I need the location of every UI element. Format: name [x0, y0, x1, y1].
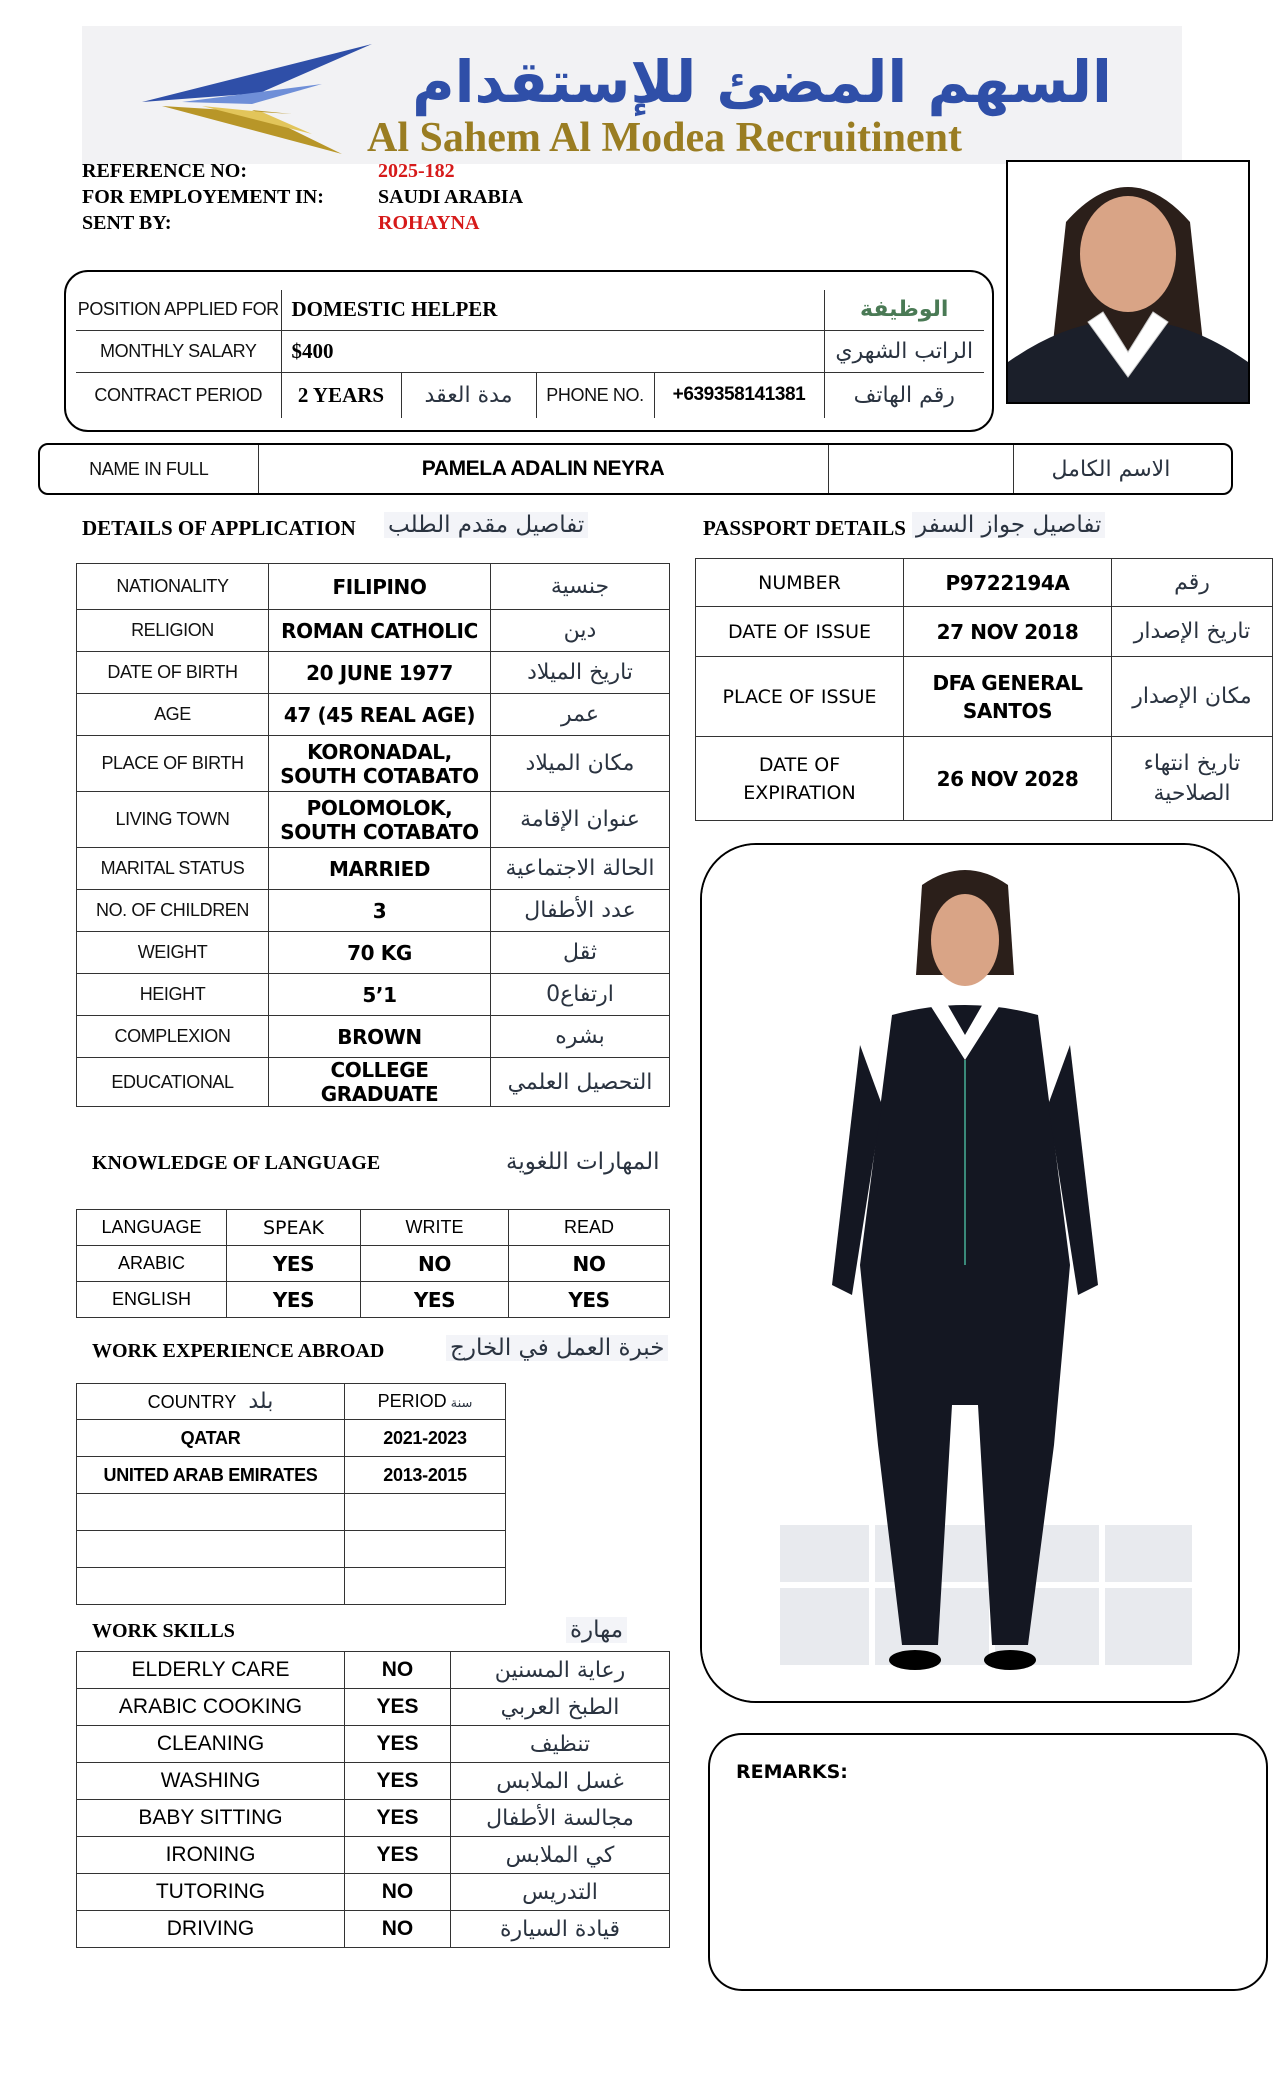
name-table [40, 445, 1233, 493]
passport-row [696, 657, 1273, 737]
salary-arabic-label: الراتب الشهري [824, 330, 984, 372]
application-row [77, 792, 670, 848]
application-row-label: HEIGHT [77, 974, 269, 1016]
application-row-arabic-label: عنوان الإقامة [491, 792, 670, 848]
experience-period-header-arabic: سنة [450, 1396, 473, 1411]
application-row-arabic-label: عدد الأطفال [491, 890, 670, 932]
application-row-label: RELIGION [77, 610, 269, 652]
skill-name: WASHING [77, 1763, 345, 1800]
skill-value: YES [345, 1800, 451, 1837]
position-arabic-label: الوظيفة [824, 290, 984, 330]
application-row-label: COMPLEXION [77, 1016, 269, 1058]
application-row [77, 890, 670, 932]
experience-table [76, 1383, 506, 1605]
experience-period-header-text: PERIOD [377, 1391, 447, 1411]
passport-row-arabic-label: مكان الإصدار [1112, 657, 1273, 737]
experience-period-value [345, 1494, 506, 1531]
skill-name: ELDERLY CARE [77, 1652, 345, 1689]
name-empty-cell [828, 445, 1013, 493]
skill-row [77, 1726, 670, 1763]
application-row-value: 5’1 [269, 974, 491, 1016]
skill-name: DRIVING [77, 1911, 345, 1948]
position-box [64, 270, 994, 432]
skill-row [77, 1874, 670, 1911]
portrait-figure-icon [1008, 162, 1248, 402]
position-label: POSITION APPLIED FOR [76, 290, 281, 330]
language-table [76, 1209, 670, 1318]
passport-row [696, 607, 1273, 657]
experience-row [77, 1568, 506, 1605]
remarks-label: REMARKS: [736, 1761, 848, 1783]
applicant-portrait-photo [1006, 160, 1250, 404]
skill-row [77, 1652, 670, 1689]
application-row [77, 694, 670, 736]
skill-arabic-label: مجالسة الأطفال [451, 1800, 670, 1837]
application-row [77, 974, 670, 1016]
skill-value: NO [345, 1874, 451, 1911]
experience-row [77, 1494, 506, 1531]
experience-section-title: WORK EXPERIENCE ABROAD [92, 1340, 385, 1362]
experience-period-value [345, 1531, 506, 1568]
skill-name: CLEANING [77, 1726, 345, 1763]
experience-header-row [77, 1384, 506, 1420]
name-label: NAME IN FULL [40, 445, 258, 493]
passport-row-label: DATE OF ISSUE [696, 607, 904, 657]
application-row-label: PLACE OF BIRTH [77, 736, 269, 792]
passport-row-value: DFA GENERAL SANTOS [904, 657, 1112, 737]
experience-country-value [77, 1568, 345, 1605]
experience-country-value: UNITED ARAB EMIRATES [77, 1457, 345, 1494]
passport-row-value: 27 NOV 2018 [904, 607, 1112, 657]
language-column-header: SPEAK [227, 1210, 361, 1246]
skill-row [77, 1689, 670, 1726]
employment-label: FOR EMPLOYEMENT IN: [82, 186, 324, 208]
experience-country-value [77, 1531, 345, 1568]
passport-row-value: 26 NOV 2028 [904, 737, 1112, 821]
application-row-label: MARITAL STATUS [77, 848, 269, 890]
experience-country-value [77, 1494, 345, 1531]
position-value: DOMESTIC HELPER [281, 290, 824, 330]
application-section-title: DETAILS OF APPLICATION [82, 516, 356, 540]
passport-row-value: P9722194A [904, 559, 1112, 607]
salary-label: MONTHLY SALARY [76, 330, 281, 372]
application-row-arabic-label: التحصيل العلمي [491, 1058, 670, 1107]
application-row-arabic-label: جنسية [491, 564, 670, 610]
application-row-label: LIVING TOWN [77, 792, 269, 848]
application-row [77, 564, 670, 610]
application-row-arabic-label: ارتفاع0 [491, 974, 670, 1016]
language-column-header: WRITE [361, 1210, 509, 1246]
name-arabic-label: الاسم الكامل [1051, 456, 1171, 482]
passport-section-title: PASSPORT DETAILS [703, 516, 906, 540]
skill-value: YES [345, 1726, 451, 1763]
experience-period-header [345, 1384, 506, 1420]
skill-arabic-label: كي الملابس [451, 1837, 670, 1874]
experience-country-header [77, 1384, 345, 1420]
application-row-arabic-label: تاريخ الميلاد [491, 652, 670, 694]
application-row-arabic-label: ثقل [491, 932, 670, 974]
contract-label: CONTRACT PERIOD [76, 372, 281, 418]
language-column-header: READ [509, 1210, 670, 1246]
remarks-box [708, 1733, 1268, 1991]
position-table [76, 290, 984, 418]
application-row-label: WEIGHT [77, 932, 269, 974]
skill-arabic-label: الطبخ العربي [451, 1689, 670, 1726]
logo-english-title: Al Sahem Al Modea Recruitinent [367, 115, 962, 161]
skill-value: NO [345, 1911, 451, 1948]
language-row-name: ENGLISH [77, 1282, 227, 1318]
application-row-value: FILIPINO [269, 564, 491, 610]
application-row-arabic-label: الحالة الاجتماعية [491, 848, 670, 890]
phone-arabic-label: رقم الهاتف [824, 372, 984, 418]
passport-row-arabic-label: تاريخ انتهاء الصلاحية [1112, 737, 1273, 821]
application-row-value: KORONADAL, SOUTH COTABATO [269, 736, 491, 792]
application-section-arabic-title: تفاصيل مقدم الطلب [384, 512, 588, 538]
application-row-label: NO. OF CHILDREN [77, 890, 269, 932]
application-row-value: BROWN [269, 1016, 491, 1058]
passport-row-arabic-label: تاريخ الإصدار [1112, 607, 1273, 657]
language-section-arabic-title: المهارات اللغوية [506, 1149, 660, 1175]
contract-arabic-label: مدة العقد [401, 372, 536, 418]
skill-value: YES [345, 1763, 451, 1800]
application-row-label: AGE [77, 694, 269, 736]
passport-row-label: PLACE OF ISSUE [696, 657, 904, 737]
language-row-name: ARABIC [77, 1246, 227, 1282]
skills-section-title: WORK SKILLS [92, 1620, 235, 1642]
arrow-logo-icon [142, 44, 382, 154]
skill-value: YES [345, 1837, 451, 1874]
skill-arabic-label: غسل الملابس [451, 1763, 670, 1800]
logo-arabic-title: السهم المضئ للإستقدام [412, 48, 1112, 116]
application-row-arabic-label: عمر [491, 694, 670, 736]
reference-label: REFERENCE NO: [82, 160, 248, 182]
skill-row [77, 1763, 670, 1800]
application-row [77, 1058, 670, 1107]
skill-row [77, 1800, 670, 1837]
name-box [38, 443, 1233, 495]
skill-arabic-label: تنظيف [451, 1726, 670, 1763]
skill-name: TUTORING [77, 1874, 345, 1911]
full-body-figure-icon [702, 845, 1238, 1701]
language-write-value: YES [361, 1282, 509, 1318]
skills-section-arabic-title: مهارة [566, 1617, 627, 1643]
experience-country-header-text: COUNTRY [147, 1392, 237, 1412]
reference-value: 2025-182 [378, 160, 455, 182]
application-row-arabic-label: دين [491, 610, 670, 652]
skill-name: ARABIC COOKING [77, 1689, 345, 1726]
language-speak-value: YES [227, 1282, 361, 1318]
language-column-header: LANGUAGE [77, 1210, 227, 1246]
experience-country-header-arabic: بلد [248, 1389, 274, 1414]
application-row-value: COLLEGE GRADUATE [269, 1058, 491, 1107]
language-read-value: NO [509, 1246, 670, 1282]
passport-row-label: NUMBER [696, 559, 904, 607]
application-row-label: DATE OF BIRTH [77, 652, 269, 694]
skill-value: NO [345, 1652, 451, 1689]
language-row [77, 1282, 670, 1318]
experience-country-value: QATAR [77, 1420, 345, 1457]
application-table [76, 563, 670, 1107]
phone-value: +639358141381 [654, 372, 824, 418]
application-row [77, 652, 670, 694]
application-row [77, 1016, 670, 1058]
phone-label: PHONE NO. [536, 372, 654, 418]
application-row [77, 848, 670, 890]
passport-row [696, 559, 1273, 607]
application-row-value: ROMAN CATHOLIC [269, 610, 491, 652]
application-row-value: 47 (45 REAL AGE) [269, 694, 491, 736]
application-row [77, 610, 670, 652]
skill-row [77, 1837, 670, 1874]
application-row-value: MARRIED [269, 848, 491, 890]
sent-by-value: ROHAYNA [378, 212, 480, 234]
language-row [77, 1246, 670, 1282]
passport-table [695, 558, 1273, 821]
application-row-label: EDUCATIONAL [77, 1058, 269, 1107]
language-read-value: YES [509, 1282, 670, 1318]
application-row-value: 20 JUNE 1977 [269, 652, 491, 694]
name-value: PAMELA ADALIN NEYRA [258, 445, 828, 493]
sent-by-label: SENT BY: [82, 212, 172, 234]
experience-section-arabic-title: خبرة العمل في الخارج [446, 1335, 668, 1361]
application-row-value: 3 [269, 890, 491, 932]
language-speak-value: YES [227, 1246, 361, 1282]
language-section-title: KNOWLEDGE OF LANGUAGE [92, 1152, 381, 1174]
applicant-full-body-photo [700, 843, 1240, 1703]
experience-period-value: 2021-2023 [345, 1420, 506, 1457]
experience-row [77, 1420, 506, 1457]
passport-row-label: DATE OF EXPIRATION [696, 737, 904, 821]
application-row-arabic-label: بشره [491, 1016, 670, 1058]
experience-period-value: 2013-2015 [345, 1457, 506, 1494]
application-row [77, 932, 670, 974]
application-row-value: POLOMOLOK, SOUTH COTABATO [269, 792, 491, 848]
passport-section-arabic-title: تفاصيل جواز السفر [912, 512, 1105, 538]
application-row-label: NATIONALITY [77, 564, 269, 610]
language-write-value: NO [361, 1246, 509, 1282]
employment-value: SAUDI ARABIA [378, 186, 524, 208]
experience-period-value [345, 1568, 506, 1605]
skill-value: YES [345, 1689, 451, 1726]
skill-name: IRONING [77, 1837, 345, 1874]
skill-name: BABY SITTING [77, 1800, 345, 1837]
application-row [77, 736, 670, 792]
application-row-arabic-label: مكان الميلاد [491, 736, 670, 792]
skill-arabic-label: رعاية المسنين [451, 1652, 670, 1689]
experience-row [77, 1457, 506, 1494]
salary-value: $400 [281, 330, 824, 372]
skill-arabic-label: التدريس [451, 1874, 670, 1911]
skills-table [76, 1651, 670, 1948]
skill-row [77, 1911, 670, 1948]
skill-arabic-label: قيادة السيارة [451, 1911, 670, 1948]
experience-row [77, 1531, 506, 1568]
company-logo [82, 26, 1182, 164]
passport-row [696, 737, 1273, 821]
passport-row-arabic-label: رقم [1112, 559, 1273, 607]
contract-value: 2 YEARS [281, 372, 401, 418]
application-row-value: 70 KG [269, 932, 491, 974]
language-header-row [77, 1210, 670, 1246]
